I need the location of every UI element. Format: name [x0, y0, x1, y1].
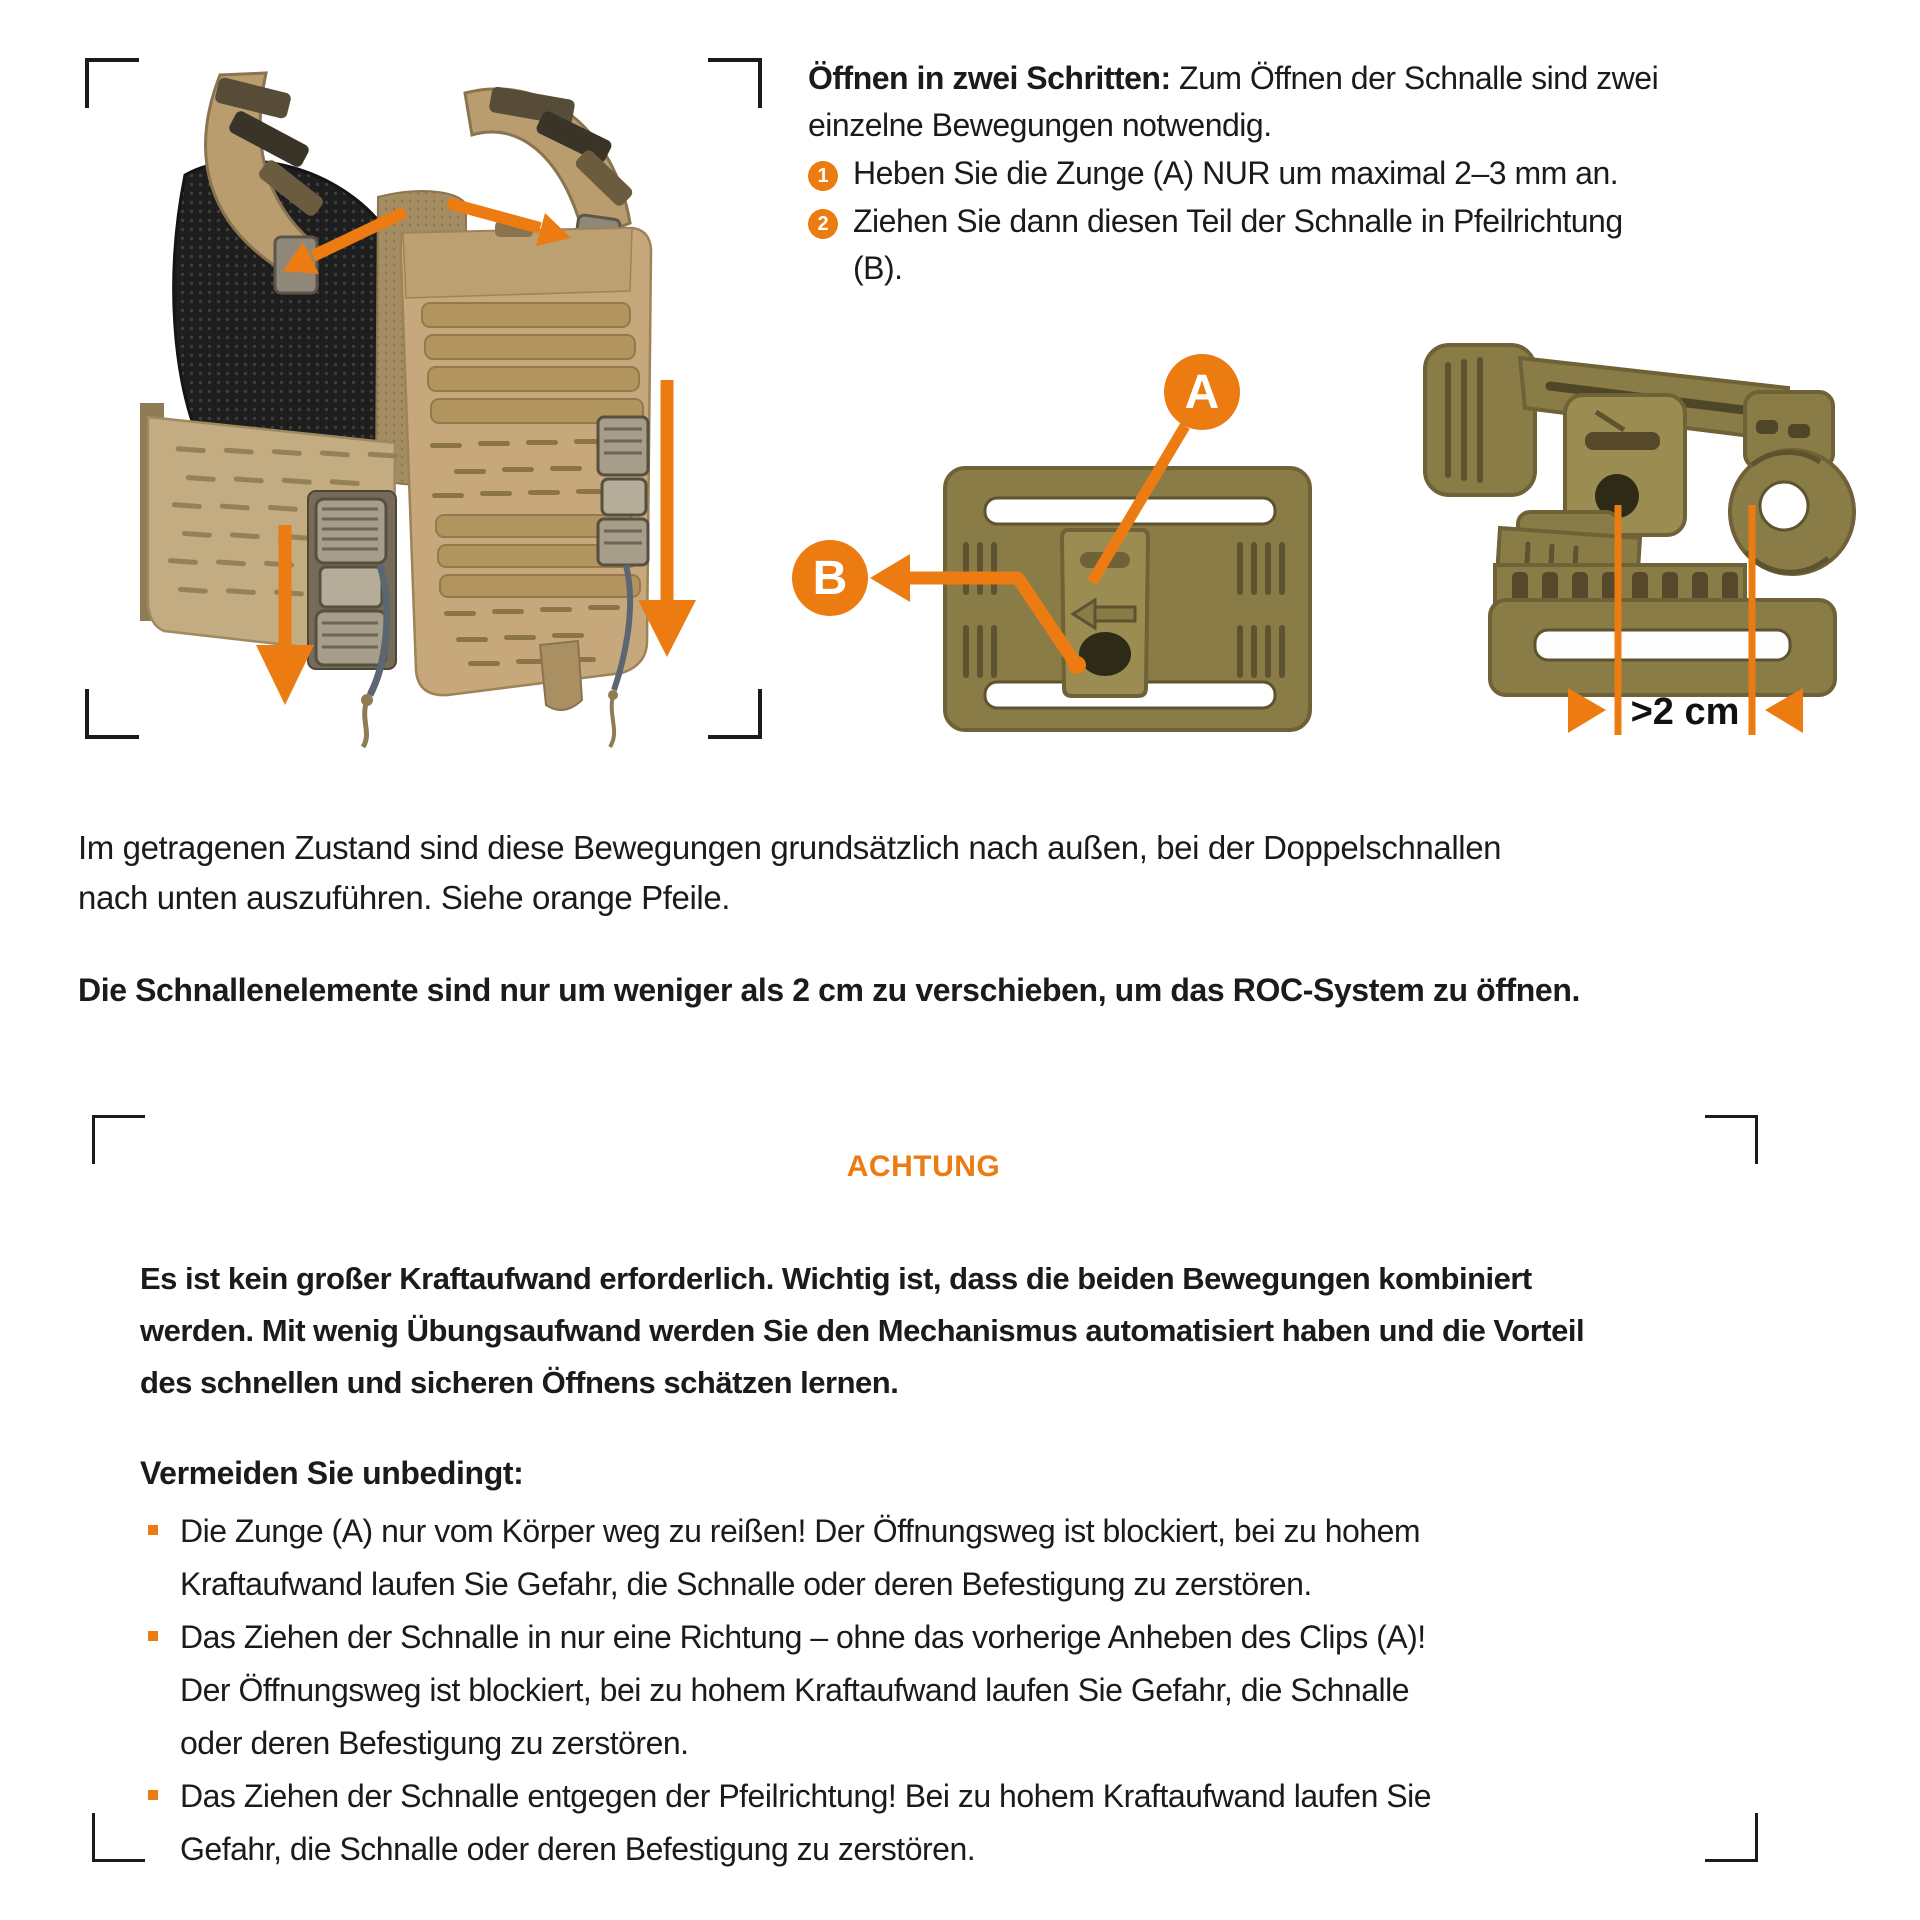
- achtung-body: [140, 1253, 1780, 1409]
- text-line: Gefahr, die Schnalle oder deren Befestigung zu zerstören.: [180, 1831, 976, 1867]
- callout-b-arrowhead: [870, 554, 910, 602]
- buckle-closed-diagram: [770, 330, 1330, 750]
- list-item: [148, 1505, 1788, 1558]
- step-1-badge: 1: [808, 161, 838, 191]
- text-line: werden. Mit wenig Übungsaufwand werden Sie den Mechanismus automatisiert haben und die Vorteil: [140, 1313, 1585, 1348]
- label-a-text: A: [1184, 366, 1220, 419]
- bullet-square-icon: [148, 1525, 158, 1535]
- side-buckle-left: [308, 491, 396, 747]
- step-2-text: Ziehen Sie dann diesen Teil der Schnalle in Pfeilrichtung: [853, 203, 1623, 239]
- buckle-open-diagram: [1400, 300, 1870, 760]
- step-1: [808, 150, 1808, 197]
- step-1-text: Heben Sie die Zunge (A) NUR um maximal 2–3 mm an.: [853, 155, 1619, 191]
- intro-line-2: einzelne Bewegungen notwendig.: [808, 107, 1272, 143]
- step-2-continuation: (B).: [853, 250, 903, 286]
- text-line: des schnellen und sicheren Öffnens schätzen lernen.: [140, 1365, 899, 1400]
- intro-line-1: [808, 55, 1808, 102]
- label-b-text: B: [812, 552, 848, 605]
- text-line: Der Öffnungsweg ist blockiert, bei zu hohem Kraftaufwand laufen Sie Gefahr, die Schnalle: [180, 1672, 1410, 1708]
- bullet-square-icon: [148, 1631, 158, 1641]
- intro-text-block: [808, 55, 1808, 292]
- vest-top-flap: [403, 228, 632, 298]
- text-line: Kraftaufwand laufen Sie Gefahr, die Schnalle oder deren Befestigung zu zerstören.: [180, 1566, 1312, 1602]
- buckle-closed-photo: [945, 468, 1310, 730]
- step-2: [808, 198, 1808, 245]
- achtung-title: ACHTUNG: [846, 1150, 1001, 1183]
- buckle-open-photo: [1425, 345, 1854, 695]
- plate-carrier-vest-photo: [70, 45, 770, 755]
- vest-bottom-flap: [540, 641, 582, 710]
- bullet-text: Die Zunge (A) nur vom Körper weg zu reißen! Der Öffnungsweg ist blockiert, bei zu hohem: [180, 1513, 1421, 1549]
- bullet-square-icon: [148, 1790, 158, 1800]
- avoid-bullet-list: [148, 1505, 1788, 1876]
- text-line: Es ist kein großer Kraftaufwand erforderlich. Wichtig ist, dass die beiden Bewegungen kombiniert: [140, 1261, 1532, 1296]
- list-item: [148, 1611, 1788, 1664]
- avoid-title: Vermeiden Sie unbedingt:: [140, 1455, 524, 1491]
- intro-title: Öffnen in zwei Schritten:: [808, 60, 1171, 96]
- text-line: nach unten auszuführen. Siehe orange Pfeile.: [78, 879, 731, 916]
- list-item: [148, 1770, 1788, 1823]
- paragraph-outward: [78, 823, 1838, 923]
- bold-note: Die Schnallenelemente sind nur um weniger als 2 cm zu verschieben, um das ROC-System zu öffnen.: [78, 972, 1580, 1008]
- achtung-bracket-bottom-left: [92, 1813, 145, 1862]
- measure-label: >2 cm: [1630, 691, 1740, 733]
- text-line: oder deren Befestigung zu zerstören.: [180, 1725, 689, 1761]
- intro-line1-rest: Zum Öffnen der Schnalle sind zwei: [1179, 60, 1659, 96]
- text-line: Im getragenen Zustand sind diese Bewegungen grundsätzlich nach außen, bei der Doppelschnallen: [78, 829, 1502, 866]
- bullet-text: Das Ziehen der Schnalle in nur eine Richtung – ohne das vorherige Anheben des Clips (A)!: [180, 1619, 1426, 1655]
- step-2-badge: 2: [808, 209, 838, 239]
- bullet-text: Das Ziehen der Schnalle entgegen der Pfeilrichtung! Bei zu hohem Kraftaufwand laufen Sie: [180, 1778, 1432, 1814]
